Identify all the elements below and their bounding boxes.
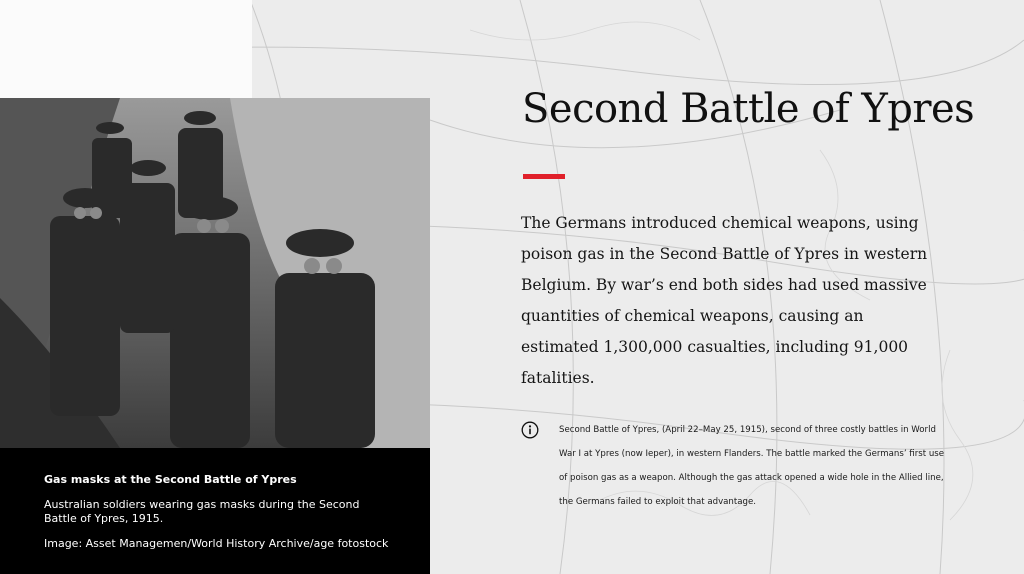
accent-bar [523,174,565,179]
body-paragraph: The Germans introduced chemical weapons, using poison gas in the Second Battle of Ypres in western Belgium. By war’s end both sides had used massive quantities of chemical weapons, causing an estimated 1,300,000 casualties, including 91,000 fatalities. [521,214,928,387]
info-note: Second Battle of Ypres, (April 22–May 25, 1915), second of three costly battles in World War I at Ypres (now Ieper), in western Flanders. The battle marked the Germans’ first use of poison gas as a weapon. Although the gas attack opened a wide hole in the Allied line, the Germans failed to exploit that advantage. [559,425,945,507]
caption-credit: Image: Asset Managemen/World History Archive/age fotostock [44,537,389,550]
soldiers-photo [0,98,430,448]
photo-caption [0,448,430,574]
corner-panel [0,0,252,98]
page-title: Second Battle of Ypres [522,86,975,132]
caption-description: Australian soldiers wearing gas masks during the Second Battle of Ypres, 1915. [44,498,360,525]
info-icon[interactable] [521,421,539,439]
caption-title: Gas masks at the Second Battle of Ypres [44,473,297,486]
